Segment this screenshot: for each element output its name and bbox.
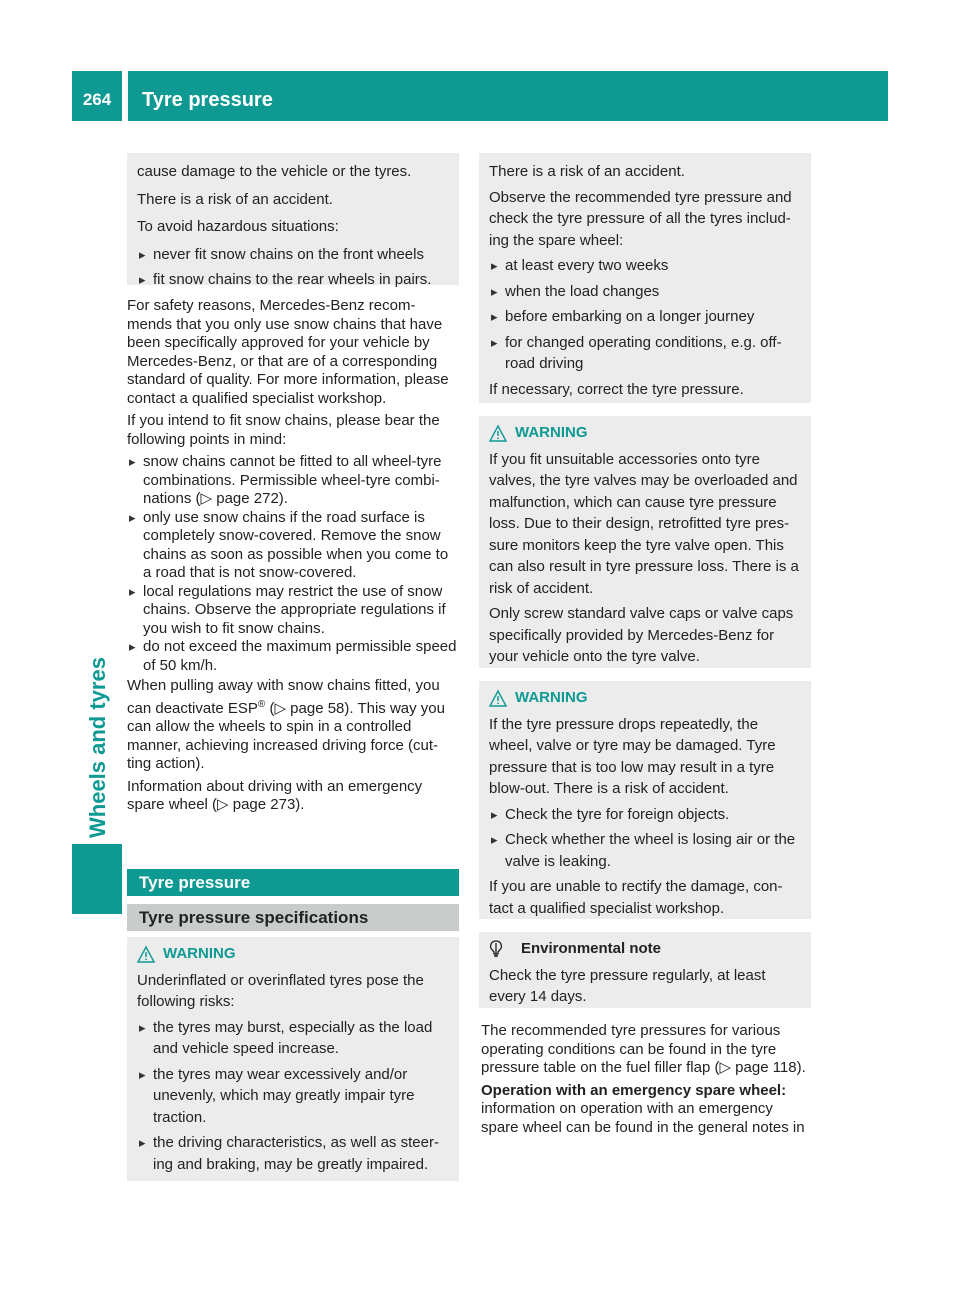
paragraph: Information about driving with an emergency spare wheel (▷ page 273). (127, 777, 423, 813)
column-right-text (481, 1022, 811, 1141)
environment-bulb-icon (489, 940, 503, 958)
box-bullet: ▸ at least every two weeks (489, 255, 801, 277)
warning-label: WARNING (515, 424, 588, 441)
paragraph-heading (481, 1082, 811, 1101)
section-title: Tyre pressure (127, 869, 459, 896)
continued-warning-box (127, 153, 459, 288)
list-item: ▸ snow chains cannot be fitted to all wheel-tyre combinations. Permissible wheel-tyre combi-nations (▷ page 272). (127, 453, 459, 509)
subsection-title: Tyre pressure specifications (127, 904, 459, 931)
text: (▷ page 58). This way you can allow the wheels to spin in a controlled manner, achieving increased driving force (cut-ting action). (127, 699, 445, 772)
info-box (479, 153, 811, 403)
box-line: Observe the recommended tyre pressure and check the tyre pressure of all the tyres includ-ing the spare wheel: (489, 188, 792, 249)
box-bullet: ▸ never fit snow chains on the front wheels (137, 244, 449, 266)
box-line: To avoid hazardous situations: (137, 218, 339, 235)
paragraph: The recommended tyre pressures for various operating conditions can be found in the tyre pressure table on the fuel filler flap (▷ page 118). (481, 1022, 806, 1076)
warning-text: Only screw standard valve caps or valve caps specifically provided by Mercedes-Benz for your vehicle onto the tyre valve. (489, 605, 794, 665)
list-item: ▸ only use snow chains if the road surface is completely snow-covered. Remove the snow chains as soon as possible when you come to a road that is not snow-covered. (127, 509, 459, 583)
warning-bullet: ▸ Check whether the wheel is losing air or the valve is leaking. (489, 829, 801, 872)
warning-label: WARNING (515, 689, 588, 706)
warning-box (127, 937, 459, 1181)
warning-text: If the tyre pressure drops repeatedly, the wheel, valve or tyre may be damaged. Tyre pressure that is too low may result in a tyre blow-out. There is a risk of accident. (489, 715, 776, 797)
paragraph: information on operation with an emergency spare wheel can be found in the general notes in (481, 1100, 805, 1136)
paragraph: For safety reasons, Mercedes-Benz recom-mends that you only use snow chains that have been specifically approved for your vehicle by Mercedes-Benz, or that are of a corresponding standard of quality. For more information, please contact a qualified specialist workshop. (127, 297, 449, 407)
warning-bullet: ▸ the driving characteristics, as well as steer-ing and braking, may be greatly impaired. (137, 1132, 449, 1175)
environmental-note-label: Environmental note (521, 940, 662, 957)
bold-lead: Operation with an emergency spare wheel: (481, 1081, 787, 1099)
box-line: cause damage to the vehicle or the tyres. (137, 163, 412, 180)
warning-bullet: ▸ the tyres may burst, especially as the load and vehicle speed increase. (137, 1017, 449, 1060)
environmental-note-text: Check the tyre pressure regularly, at least every 14 days. (489, 966, 766, 1005)
warning-triangle-icon (489, 690, 507, 707)
side-tab-block (72, 844, 122, 914)
warning-bullet: ▸ Check the tyre for foreign objects. (489, 804, 801, 826)
environmental-note-box (479, 932, 811, 1008)
side-tab-text: Wheels and tyres (85, 657, 110, 838)
text: When pulling away with snow chains fitted, you can deactivate ESP (127, 677, 440, 717)
warning-triangle-icon (137, 946, 155, 963)
warning-heading (137, 945, 449, 964)
environmental-note-heading (489, 940, 801, 959)
page-number: 264 (82, 90, 112, 109)
page-title: Tyre pressure (142, 89, 273, 111)
box-bullet: ▸ before embarking on a longer journey (489, 306, 801, 328)
box-line: If necessary, correct the tyre pressure. (489, 380, 744, 398)
warning-box (479, 416, 811, 668)
warning-label: WARNING (163, 945, 236, 962)
column-left (127, 153, 459, 819)
warning-triangle-icon (489, 425, 507, 442)
box-bullet: ▸ fit snow chains to the rear wheels in pairs. (137, 269, 449, 291)
paragraph (127, 677, 459, 774)
box-bullet: ▸ for changed operating conditions, e.g. off-road driving (489, 332, 801, 375)
box-line: There is a risk of an accident. (137, 190, 333, 208)
list-item: ▸ local regulations may restrict the use of snow chains. Observe the appropriate regulations if you wish to fit snow chains. (127, 583, 459, 639)
registered-mark: ® (257, 698, 266, 710)
warning-heading (489, 689, 801, 708)
warning-bullet: ▸ the tyres may wear excessively and/or unevenly, which may greatly impair tyre traction. (137, 1064, 449, 1129)
box-bullet: ▸ when the load changes (489, 281, 801, 303)
warning-text: If you are unable to rectify the damage, con-tact a qualified specialist workshop. (489, 878, 783, 917)
paragraph: If you intend to fit snow chains, please bear the following points in mind: (127, 412, 440, 448)
side-tab-label (72, 638, 122, 838)
warning-box (479, 681, 811, 919)
list-item: ▸ do not exceed the maximum permissible speed of 50 km/h. (127, 638, 459, 675)
warning-text: If you fit unsuitable accessories onto tyre valves, the tyre valves may be overloaded and malfunction, which can cause tyre pressure loss. Due to their design, retrofitted tyre pres-sure monitors keep the tyre valve open. This can also result in tyre pressure loss. There is a risk of accident. (489, 450, 799, 597)
box-line: There is a risk of an accident. (489, 163, 685, 180)
warning-heading (489, 424, 801, 443)
warning-text: Underinflated or overinflated tyres pose the following risks: (137, 971, 424, 1010)
